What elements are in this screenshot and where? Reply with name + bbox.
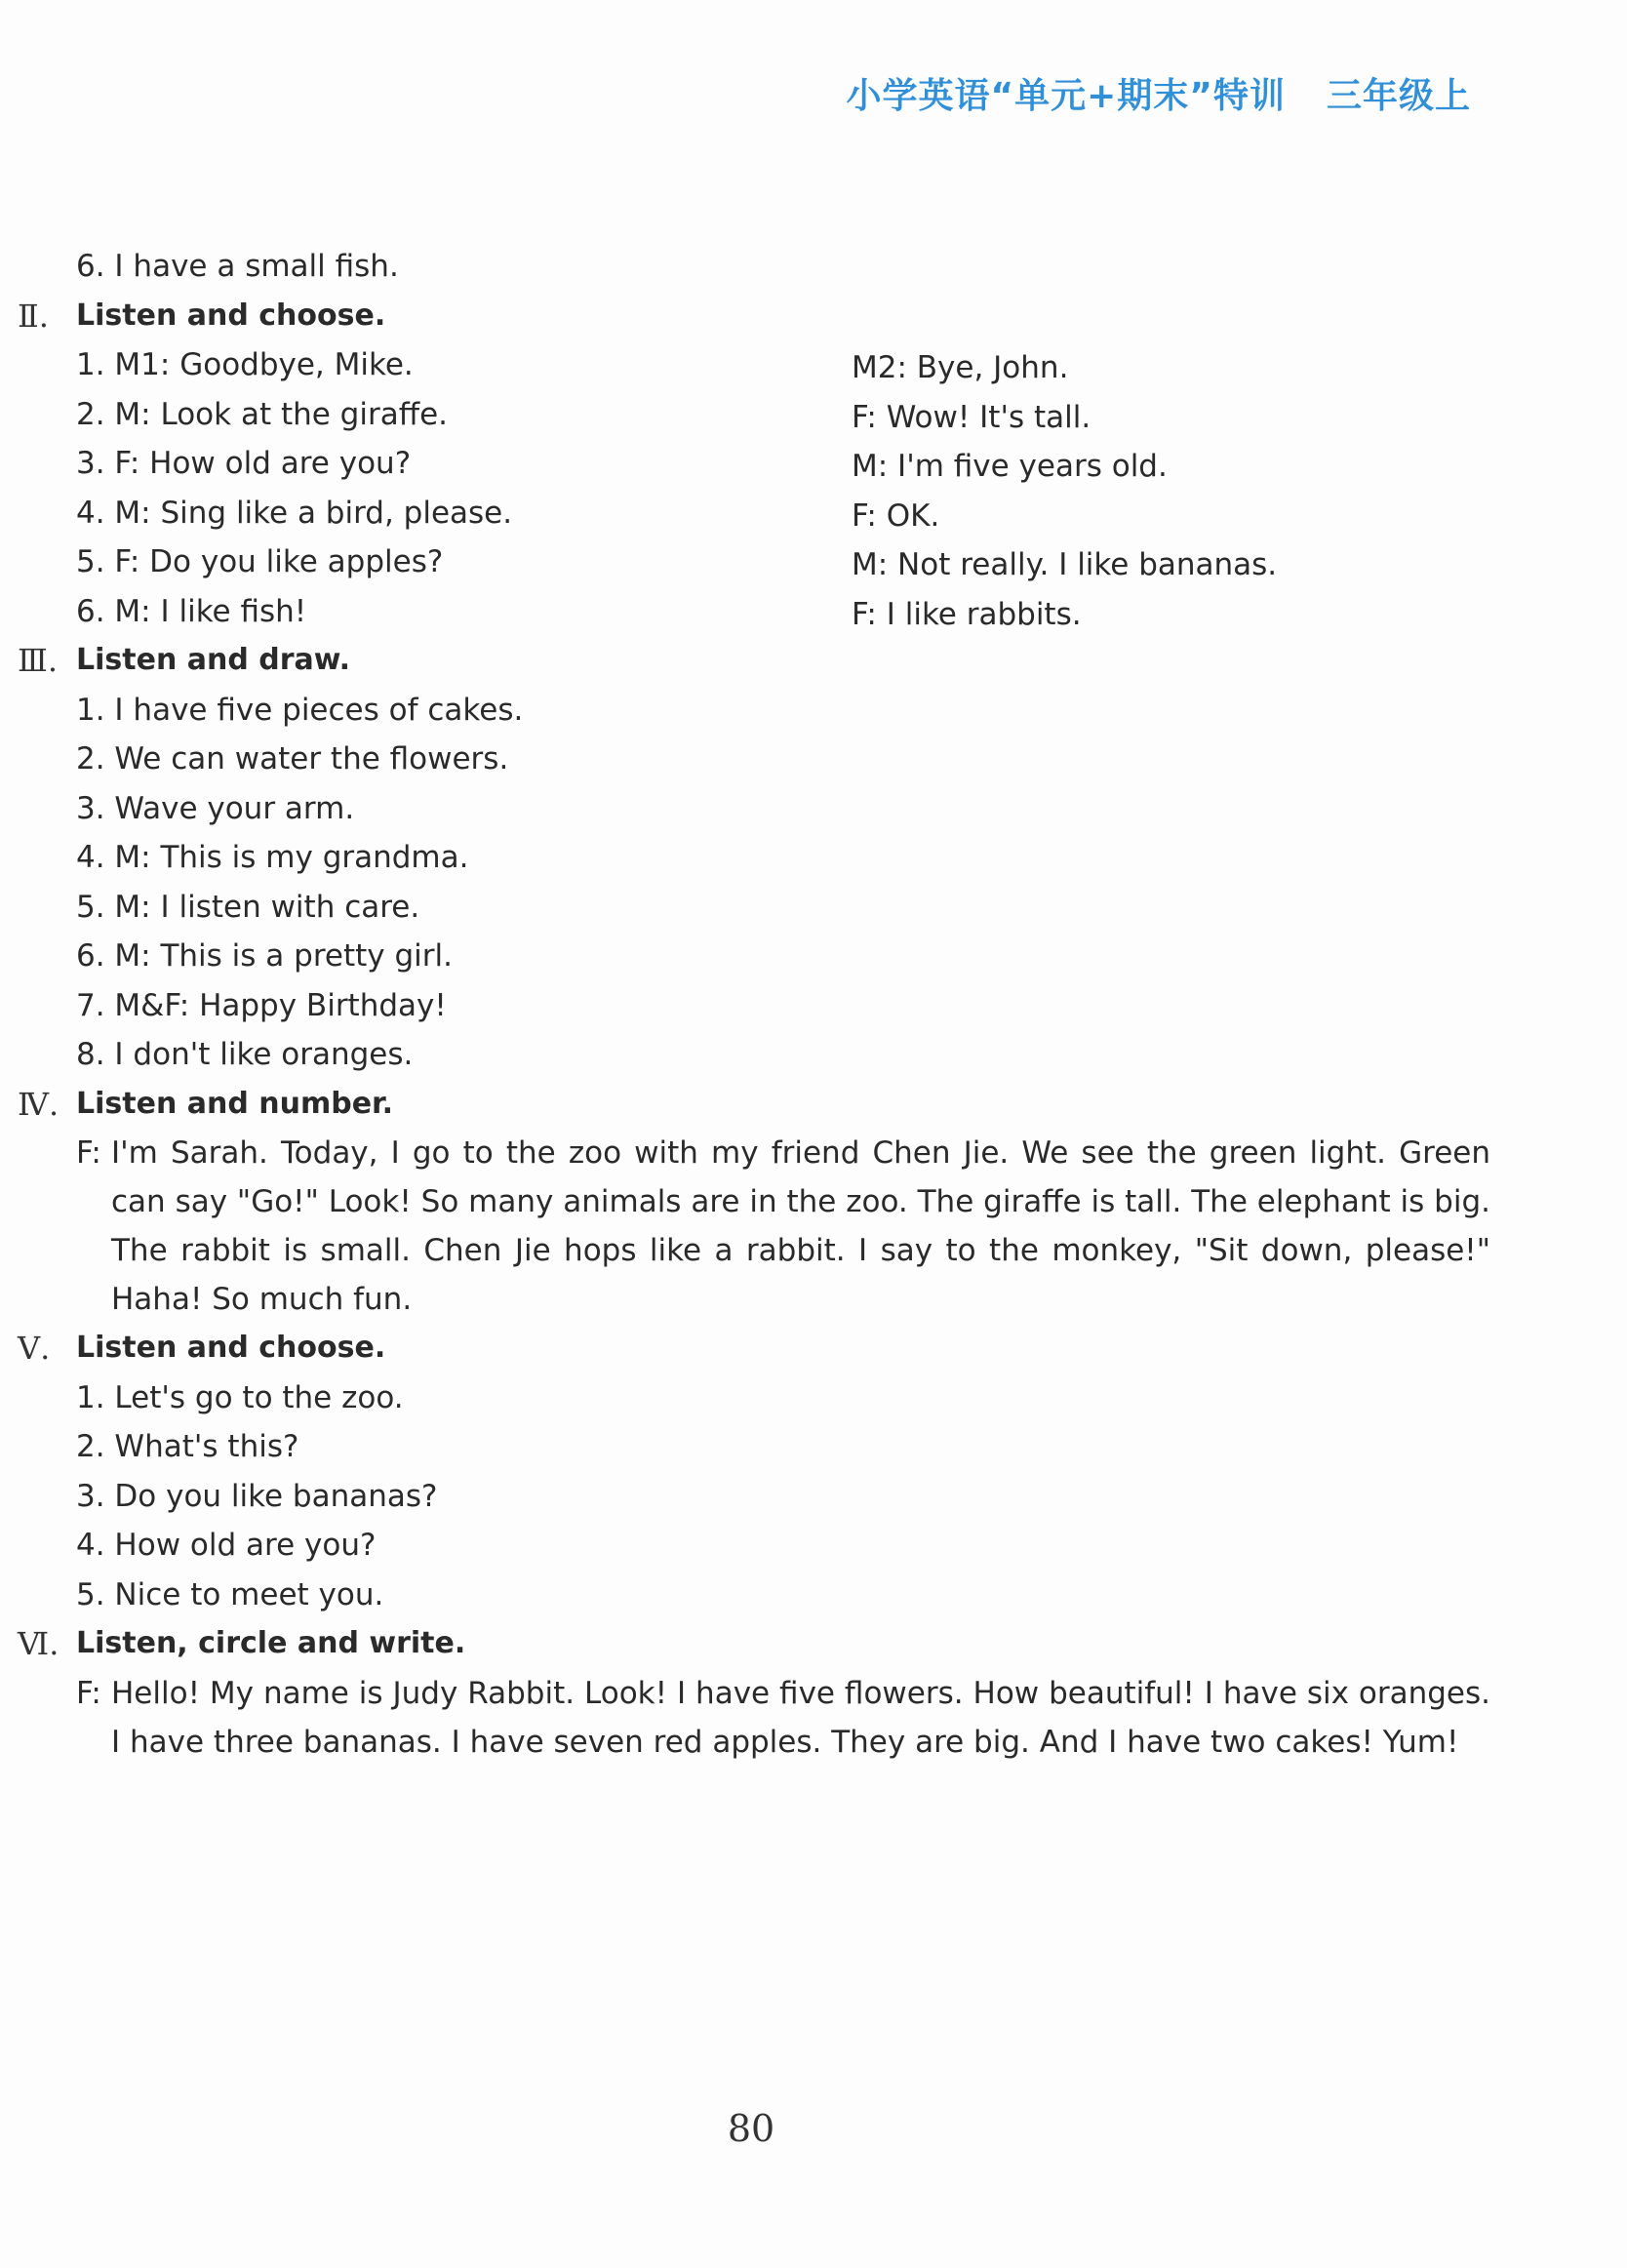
dialogue-left: 4. M: Sing like a bird, please. (76, 495, 513, 531)
dialogue-left: 5. F: Do you like apples? (76, 544, 444, 579)
dialogue-left: 3. F: How old are you? (76, 446, 412, 481)
section-number: Ⅵ. (18, 1625, 60, 1662)
item-text: 5. M: I listen with care. (76, 889, 420, 925)
list-item (0, 1521, 1627, 1571)
item-list (0, 1373, 1627, 1620)
list-item (0, 981, 1627, 1031)
dialogue-row (0, 390, 1627, 440)
passage-text: Hello! My name is Judy Rabbit. Look! I have five flowers. How beautiful! I have six oranges. I have three bananas. I have seven red apples. They are big. And I have two cakes! Yum! (111, 1675, 1490, 1760)
section-title: Listen and number. (76, 1086, 393, 1121)
item-text: 8. I don't like oranges. (76, 1037, 414, 1072)
item-text: 2. We can water the flowers. (76, 741, 509, 776)
speaker-label: F: (76, 1675, 101, 1711)
section-number: Ⅱ. (18, 297, 49, 335)
item-text: 3. Do you like bananas? (76, 1478, 438, 1514)
item-text: 4. How old are you? (76, 1528, 377, 1563)
dialogue-list (0, 340, 1627, 636)
section-heading-2 (0, 292, 1627, 341)
section-heading-4 (0, 1080, 1627, 1130)
item-text: 1. I have five pieces of cakes. (76, 692, 524, 728)
list-item (0, 932, 1627, 981)
dialogue-row (0, 489, 1627, 538)
dialogue-left: 1. M1: Goodbye, Mike. (76, 347, 414, 382)
list-item (0, 1373, 1627, 1423)
section-title: Listen and choose. (76, 1331, 386, 1365)
item-text: 1. Let's go to the zoo. (76, 1379, 404, 1415)
item-text: 6. I have a small fish. (76, 249, 399, 284)
dialogue-left: 2. M: Look at the giraffe. (76, 396, 448, 432)
passage-text: I'm Sarah. Today, I go to the zoo with my friend Chen Jie. We see the green light. Green can say "Go!" Look! So many animals are in the zoo. The giraffe is tall. The elephant is big. The rabbit is small. Chen Jie hops like a rabbit. I say to the monkey, "Sit down, please!" Haha! So much fun. (111, 1135, 1490, 1317)
dialogue-right: F: Wow! It's tall. (852, 399, 1091, 435)
item-text: 6. M: This is a pretty girl. (76, 938, 453, 974)
passage (76, 1129, 1490, 1324)
item-text: 4. M: This is my grandma. (76, 840, 469, 875)
item-list (0, 686, 1627, 1080)
section-heading-5 (0, 1324, 1627, 1373)
dialogue-right: M: Not really. I like bananas. (852, 547, 1278, 582)
item-text: 3. Wave your arm. (76, 790, 355, 826)
dialogue-row (0, 537, 1627, 587)
dialogue-left: 6. M: I like fish! (76, 593, 307, 629)
page-number: 80 (727, 2107, 775, 2150)
list-item (0, 242, 1627, 292)
section-number: Ⅳ. (18, 1085, 60, 1123)
dialogue-right: F: I like rabbits. (852, 596, 1082, 632)
list-item (0, 1422, 1627, 1472)
list-item (0, 1472, 1627, 1522)
dialogue-row (0, 439, 1627, 489)
section-title: Listen and draw. (76, 643, 350, 677)
dialogue-row (0, 587, 1627, 637)
dialogue-row (0, 340, 1627, 390)
dialogue-right: M: I'm five years old. (852, 449, 1168, 484)
list-item (0, 686, 1627, 736)
book-title: 小学英语“单元+期末”特训 (846, 76, 1286, 116)
item-text: 2. What's this? (76, 1429, 299, 1464)
grade-label: 三年级上 (1326, 76, 1471, 116)
section-title: Listen and choose. (76, 298, 386, 333)
section-title: Listen, circle and write. (76, 1626, 466, 1660)
list-item (0, 784, 1627, 834)
dialogue-right: M2: Bye, John. (852, 350, 1069, 385)
list-item (0, 1571, 1627, 1620)
item-text: 7. M&F: Happy Birthday! (76, 987, 447, 1023)
section-number: Ⅲ. (18, 642, 59, 679)
section-heading-3 (0, 636, 1627, 686)
list-item (0, 1030, 1627, 1080)
item-text: 5. Nice to meet you. (76, 1576, 384, 1612)
dialogue-right: F: OK. (852, 497, 940, 534)
section-heading-6 (0, 1619, 1627, 1669)
list-item (0, 833, 1627, 883)
list-item (0, 735, 1627, 784)
list-item (0, 883, 1627, 933)
speaker-label: F: (76, 1135, 101, 1171)
answer-content (0, 242, 1627, 1767)
page-header (846, 68, 1471, 118)
passage (76, 1669, 1490, 1767)
section-number: Ⅴ. (18, 1330, 51, 1367)
